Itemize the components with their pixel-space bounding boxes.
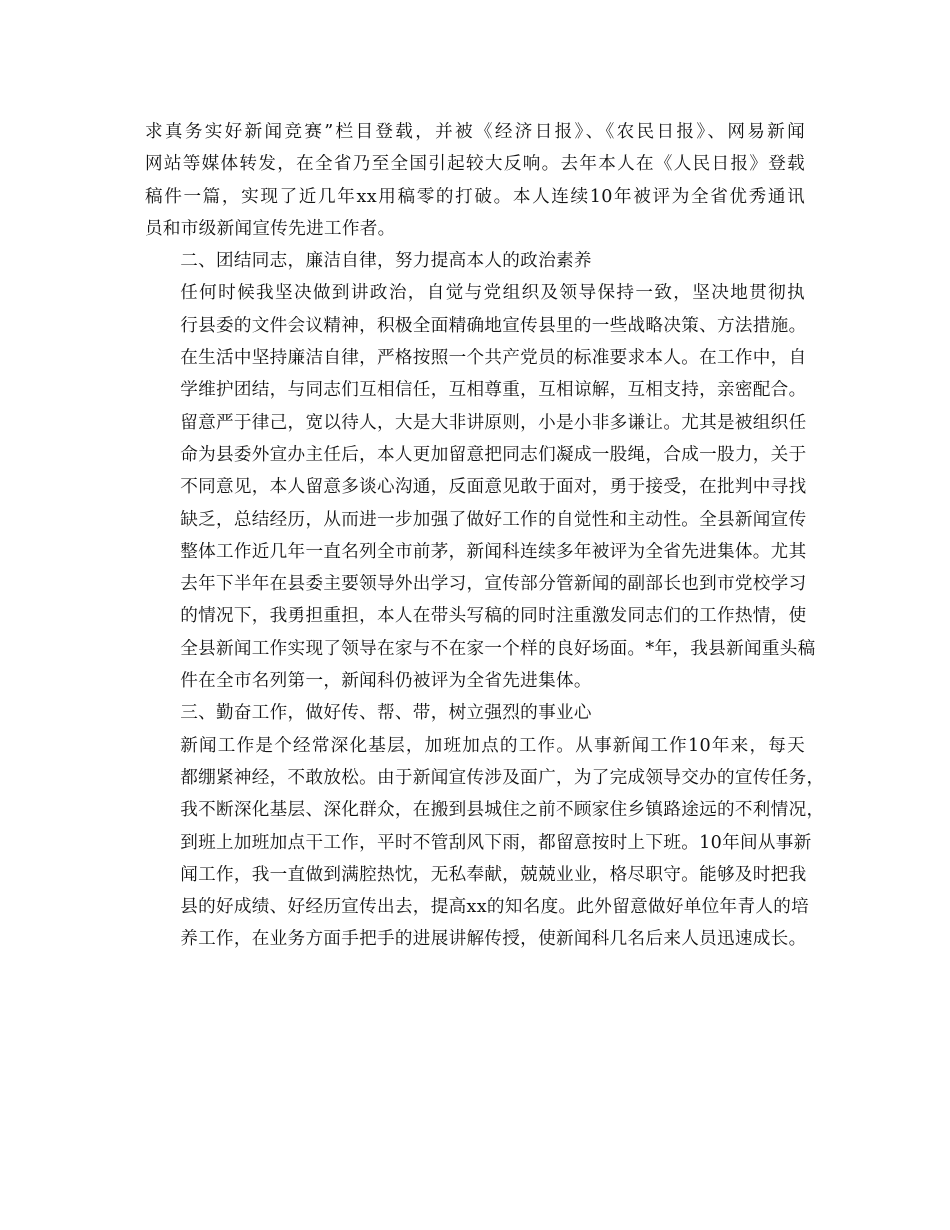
document-body [145,116,825,956]
text-line: 新闻工作是个经常深化基层，加班加点的工作。从事新闻工作10年来，每天 [180,735,805,756]
text-line: 闻工作，我一直做到满腔热忱，无私奉献，兢兢业业，格尽职守。能够及时把我 [180,864,807,885]
text-line: 命为县委外宣办主任后，本人更加留意把同志们凝成一股绳，合成一股力，关于 [180,444,807,465]
text-line: 县的好成绩、好经历宣传出去，提高xx的知名度。此外留意做好单位年青人的培 [180,897,810,918]
text-line: 学维护团结，与同志们互相信任，互相尊重，互相谅解，互相支持，亲密配合。 [180,380,807,401]
text-line: 行县委的文件会议精神，积极全面精确地宣传县里的一些战略决策、方法措施。 [180,315,807,336]
section-heading [145,697,805,729]
text-line: 在生活中坚持廉洁自律，严格按照一个共产党员的标准要求本人。在工作中，自 [180,348,807,369]
text-line: 二、团结同志，廉洁自律，努力提高本人的政治素养 [180,251,592,272]
text-line: 不同意见，本人留意多谈心沟通，反面意见敢于面对，勇于接受，在批判中寻找 [180,477,807,498]
text-line: 三、勤奋工作，做好传、帮、带，树立强烈的事业心 [180,703,592,724]
text-line: 我不断深化基层、深化群众，在搬到县城住之前不顾家住乡镇路途远的不利情况， [180,800,825,821]
text-line: 员和市级新闻宣传先进工作者。 [145,218,396,239]
text-line: 整体工作近几年一直名列全市前茅，新闻科连续多年被评为全省先进集体。尤其 [180,541,807,562]
text-line: 全县新闻工作实现了领导在家与不在家一个样的良好场面。*年，我县新闻重头稿 [180,638,816,659]
text-line: 缺乏，总结经历，从而进一步加强了做好工作的自觉性和主动性。全县新闻宣传 [180,509,807,530]
text-line: 求真务实好新闻竞赛”栏目登载，并被《经济日报》、《农民日报》、网易新闻 [145,122,805,142]
body-paragraph [145,730,825,956]
text-line: 去年下半年在县委主要领导外出学习，宣传部分管新闻的副部长也到市党校学习 [180,574,807,595]
text-line: 都绷紧神经，不敢放松。由于新闻宣传涉及面广，为了完成领导交办的宣传任务， [180,767,825,788]
body-paragraph [145,277,816,697]
text-line: 件在全市名列第一，新闻科仍被评为全省先进集体。 [180,671,592,692]
section-heading [145,245,805,277]
text-line: 稿件一篇，实现了近几年xx用稿零的打破。本人连续10年被评为全省优秀通讯 [145,186,805,207]
text-line: 的情况下，我勇担重担，本人在带头写稿的同时注重激发同志们的工作热情，使 [180,606,807,627]
text-line: 养工作，在业务方面手把手的进展讲解传授，使新闻科几名后来人员迅速成长。 [180,929,807,950]
body-paragraph [145,116,805,245]
text-line: 到班上加班加点干工作，平时不管刮风下雨，都留意按时上下班。10年间从事新 [180,832,812,853]
text-line: 任何时候我坚决做到讲政治，自觉与党组织及领导保持一致，坚决地贯彻执 [180,283,805,304]
text-line: 网站等媒体转发，在全省乃至全国引起较大反响。去年本人在《人民日报》登载 [145,154,805,175]
text-line: 留意严于律己，宽以待人，大是大非讲原则，小是小非多谦让。尤其是被组织任 [180,412,807,433]
